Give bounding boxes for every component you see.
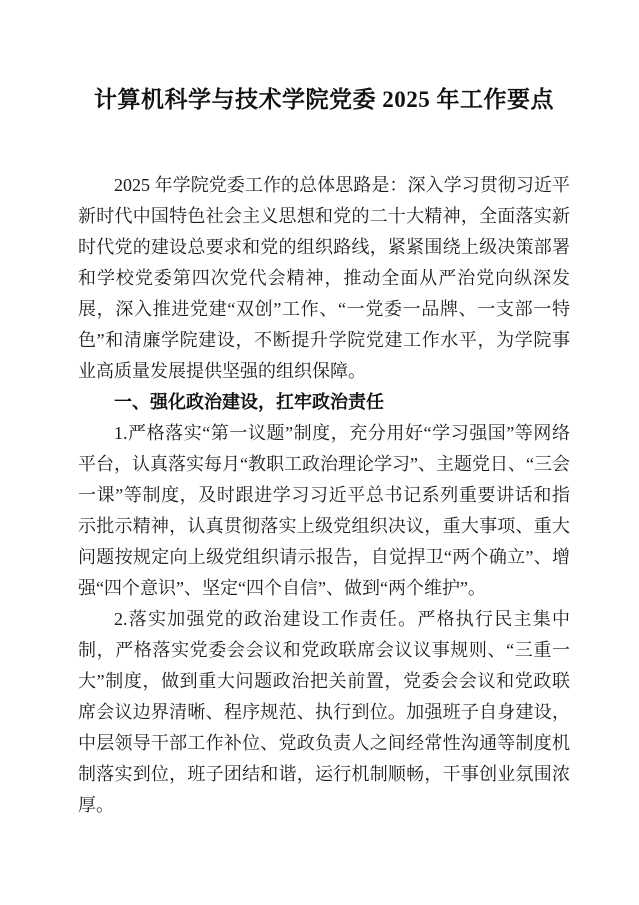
document-title: 计算机科学与技术学院党委 2025 年工作要点 [94, 87, 554, 112]
section-heading-political-building: 一、强化政治建设，扛牢政治责任 [114, 392, 384, 412]
paragraph-item-1: 1.严格落实“第一议题”制度，充分用好“学习强国”等网络平台，认真落实每月“教职工政治理论学习”、主题党日、“三会一课”等制度，及时跟进学习习近平总书记系列重要讲话和指示批示精神，认真贯彻落实上级党组织决议，重大事项、重大问题按规定向上级党组织请示报告，自觉捍卫“两个确立”、增强“四个意识”、坚定“四个自信”、做到“两个维护”。 [78, 423, 570, 598]
paragraph-item-2: 2.落实加强党的政治建设工作责任。严格执行民主集中制，严格落实党委会会议和党政联席会议议事规则、“三重一大”制度，做到重大问题政治把关前置，党委会会议和党政联席会议边界清晰、程序规范、执行到位。加强班子自身建设，中层领导干部工作补位、党政负责人之间经常性沟通等制度机制落实到位，班子团结和谐，运行机制顺畅，干事创业氛围浓厚。 [78, 609, 570, 815]
paragraph-overview: 2025 年学院党委工作的总体思路是：深入学习贯彻习近平新时代中国特色社会主义思想和党的二十大精神，全面落实新时代党的建设总要求和党的组织路线，紧紧围绕上级决策部署和学校党委第四次党代会精神，推动全面从严治党向纵深发展，深入推进党建“双创”工作、“一党委一品牌、一支部一特色”和清廉学院建设，不断提升学院党建工作水平，为学院事业高质量发展提供坚强的组织保障。 [78, 175, 570, 381]
